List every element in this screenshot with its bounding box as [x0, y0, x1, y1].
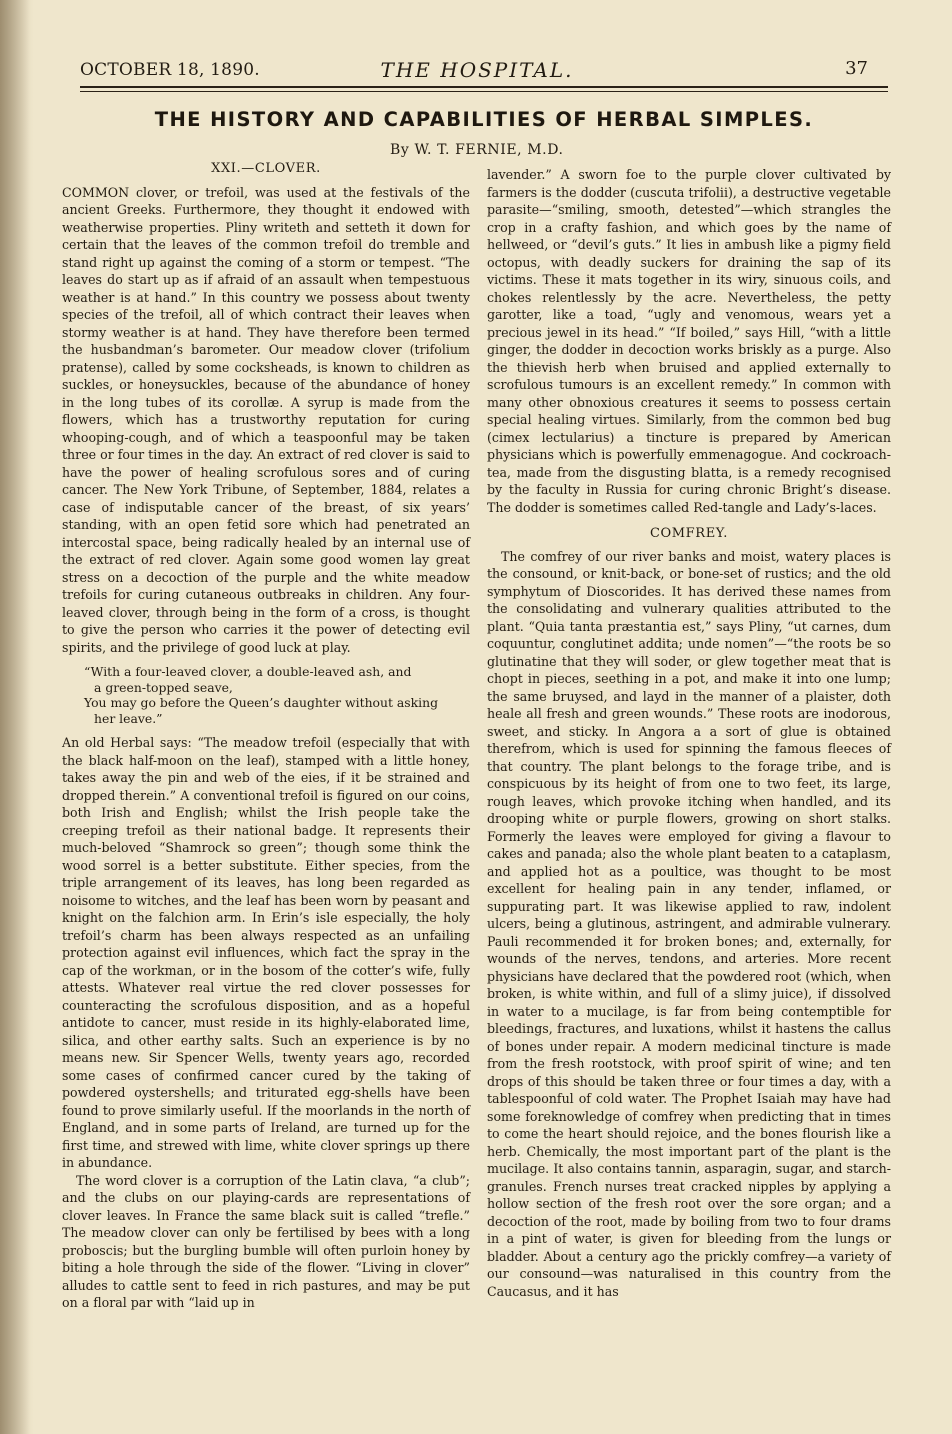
- header-rule-thin: [80, 91, 888, 92]
- journal-title: THE HOSPITAL.: [380, 58, 574, 82]
- left-column: [62, 160, 470, 1312]
- verse-line: You may go before the Queen’s daughter without asking: [84, 695, 439, 710]
- article-byline: By W. T. FERNIE, M.D.: [390, 142, 564, 158]
- article-title: THE HISTORY AND CAPABILITIES OF HERBAL SIMPLES.: [154, 108, 814, 131]
- page-number: 37: [845, 58, 868, 79]
- verse-line: her leave.”: [94, 710, 163, 726]
- right-column: [487, 166, 891, 1300]
- issue-date: OCTOBER 18, 1890.: [80, 60, 260, 80]
- header-rule-thick: [80, 86, 888, 88]
- paragraph-comfrey-1: The comfrey of our river banks and moist, watery places is the consound, or knit-back, or bone-set of rustics; and the old symphytum of Dioscorides. It has derived these names from the consolidating and vulnerary qualities attributed to the plant. “Quia tanta præstantia est,” says Pliny, “ut carnes, dum coquuntur, conglutinet addita; unde nomen”—“the roots be so glutinatine that they will soder, or glew together meat that is chopt in pieces, seething in a pot, and make it into one lump; the same bruysed, and layd in the manner of a plaister, doth heale all fresh and green wounds.” These roots are inodorous, sweet, and sticky. In Angora a a sort of glue is obtained therefrom, which is used for spinning the famous fleeces of that country. The plant belongs to the forage tribe, and is conspicuous by its height of from one to two feet, its large, rough leaves, which provoke itching when handled, and its drooping white or purple flowers, growing on short stalks. Formerly the leaves were employed for giving a flavour to cakes and panada; also the whole plant beaten to a cataplasm, and applied hot as a poultice, was thought to be most excellent for healing pain in any tender, inflamed, or suppurating part. It was likewise applied to raw, indolent ulcers, being a glutinous, astringent, and admirable vulnerary. Pauli recommended it for broken bones; and, externally, for wounds of the nerves, tendons, and arteries. More recent physicians have declared that the powdered root (which, when broken, is white within, and full of a slimy juice), if dissolved in water to a mucilage, is far from being contemptible for bleedings, fractures, and luxations, whilst it hastens the callus of bones under repair. A modern medicinal tincture is made from the fresh rootstock, with proof spirit of wine; and ten drops of this should be taken three or four times a day, with a tablespoonful of cold water. The Prophet Isaiah may have had some foreknowledge of comfrey when predicting that in times to come the heart should rejoice, and the bones flourish like a herb. Chemically, the most important part of the plant is the mucilage. It also contains tannin, asparagin, sugar, and starch-granules. French nurses treat cracked nipples by applying a hollow section of the fresh root over the sore organ; and a decoction of the root, made by boiling from two to four drams in a pint of water, is given for bleeding from the lungs or bladder. About a century ago the prickly comfrey—a variety of our consound—was naturalised in this country from the Caucasus, and it has: [487, 548, 891, 1299]
- binding-shadow: [0, 0, 30, 1434]
- verse-line: “With a four-leaved clover, a double-leaved ash, and: [84, 664, 412, 679]
- paragraph-clover-1: COMMON clover, or trefoil, was used at the festivals of the ancient Greeks. Furthermore, they thought it endowed with weatherwise properties. Pliny writeth and setteth it down for certain that the leaves of the common trefoil do tremble and stand right up against the coming of a storm or tempest. “The leaves do start up as if afraid of an assault when tempestuous weather is at hand.” In this country we possess about twenty species of the trefoil, all of which contract their leaves when stormy weather is at hand. They have therefore been termed the husbandman’s barometer. Our meadow clover (trifolium pratense), called by some cocksheads, is known to children as suckles, or honeysuckles, because of the abundance of honey in the long tubes of its corollæ. A syrup is made from the flowers, which has a trustworthy reputation for curing whooping-cough, and of which a teaspoonful may be taken three or four times in the day. An extract of red clover is said to have the power of healing scrofulous sores and of curing cancer. The New York Tribune, of September, 1884, relates a case of indisputable cancer of the breast, of six years’ standing, with an open fetid sore which had penetrated an intercostal space, being radically healed by an internal use of the extract of red clover. Again some good women lay great stress on a decoction of the purple and the white meadow trefoils for curing cutaneous outbreaks in children. Any four-leaved clover, through being in the form of a cross, is thought to give the person who carries it the power of detecting evil spirits, and the privilege of good luck at play.: [62, 184, 470, 655]
- running-header: [76, 58, 878, 86]
- paragraph-clover-3: The word clover is a corruption of the Latin clava, “a club”; and the clubs on our playing-cards are representations of clover leaves. In France the same black suit is called “trefle.” The meadow clover can only be fertilised by bees with a long proboscis; but the burgling bumble will often purloin honey by biting a hole through the side of the flower. “Living in clover” alludes to cattle sent to feed in rich pastures, and may be put on a floral par with “laid up in: [62, 1172, 470, 1310]
- verse-line: a green-topped seave,: [94, 679, 233, 695]
- verse-quotation: [62, 664, 470, 726]
- section-heading-comfrey: COMFREY.: [649, 526, 729, 541]
- section-heading-clover: XXI.—CLOVER.: [211, 161, 321, 176]
- paragraph-dodder: lavender.” A sworn foe to the purple clover cultivated by farmers is the dodder (cuscuta trifolii), a destructive vegetable parasite—“smiling, smooth, detested”—which strangles the crop in a crafty fashion, and which goes by the name of hellweed, or “devil’s guts.” It lies in ambush like a pigmy field octopus, with deadly suckers for draining the sap of its victims. These it mats together in its wiry, sinuous coils, and chokes relentlessly by the acre. Nevertheless, the petty garotter, like a toad, “ugly and venomous, wears yet a precious jewel in its head.” “If boiled,” says Hill, “with a little ginger, the dodder in decoction works briskly as a purge. Also the thievish herb when bruised and applied externally to scrofulous tumours is an excellent remedy.” In common with many other obnoxious creatures it seems to possess certain special healing virtues. Similarly, from the common bed bug (cimex lectularius) a tincture is prepared by American physicians which is powerfully emmenagogue. And cockroach-tea, made from the disgusting blatta, is a remedy recognised by the faculty in Russia for curing chronic Bright’s disease. The dodder is sometimes called Red-tangle and Lady’s-laces.: [487, 167, 891, 515]
- paragraph-clover-2: An old Herbal says: “The meadow trefoil (especially that with the black half-moon on the leaf), stamped with a little honey, takes away the pin and web of the eies, if it be strained and dropped therein.” A conventional trefoil is figured on our coins, both Irish and English; whilst the Irish people take the creeping trefoil as their national badge. It represents their much-beloved “Shamrock so green”; though some think the wood sorrel is a better substitute. Either species, from the triple arrangement of its leaves, has long been regarded as noisome to witches, and the leaf has been worn by peasant and knight on the falchion arm. In Erin’s isle especially, the holy trefoil’s charm has been always respected as an unfailing protection against evil influences, which fact the spray in the cap of the workman, or in the bosom of the cotter’s wife, fully attests. Whatever real virtue the red clover possesses for counteracting the scrofulous disposition, and as a hopeful antidote to cancer, must reside in its highly-elaborated lime, silica, and other earthy salts. Such an experience is by no means new. Sir Spencer Wells, twenty years ago, recorded some cases of confirmed cancer cured by the taking of powdered oystershells; and triturated egg-shells have been found to prove similarly useful. If the moorlands in the north of England, and in some parts of Ireland, are turned up for the first time, and strewed with lime, white clover springs up there in abundance.: [62, 735, 470, 1170]
